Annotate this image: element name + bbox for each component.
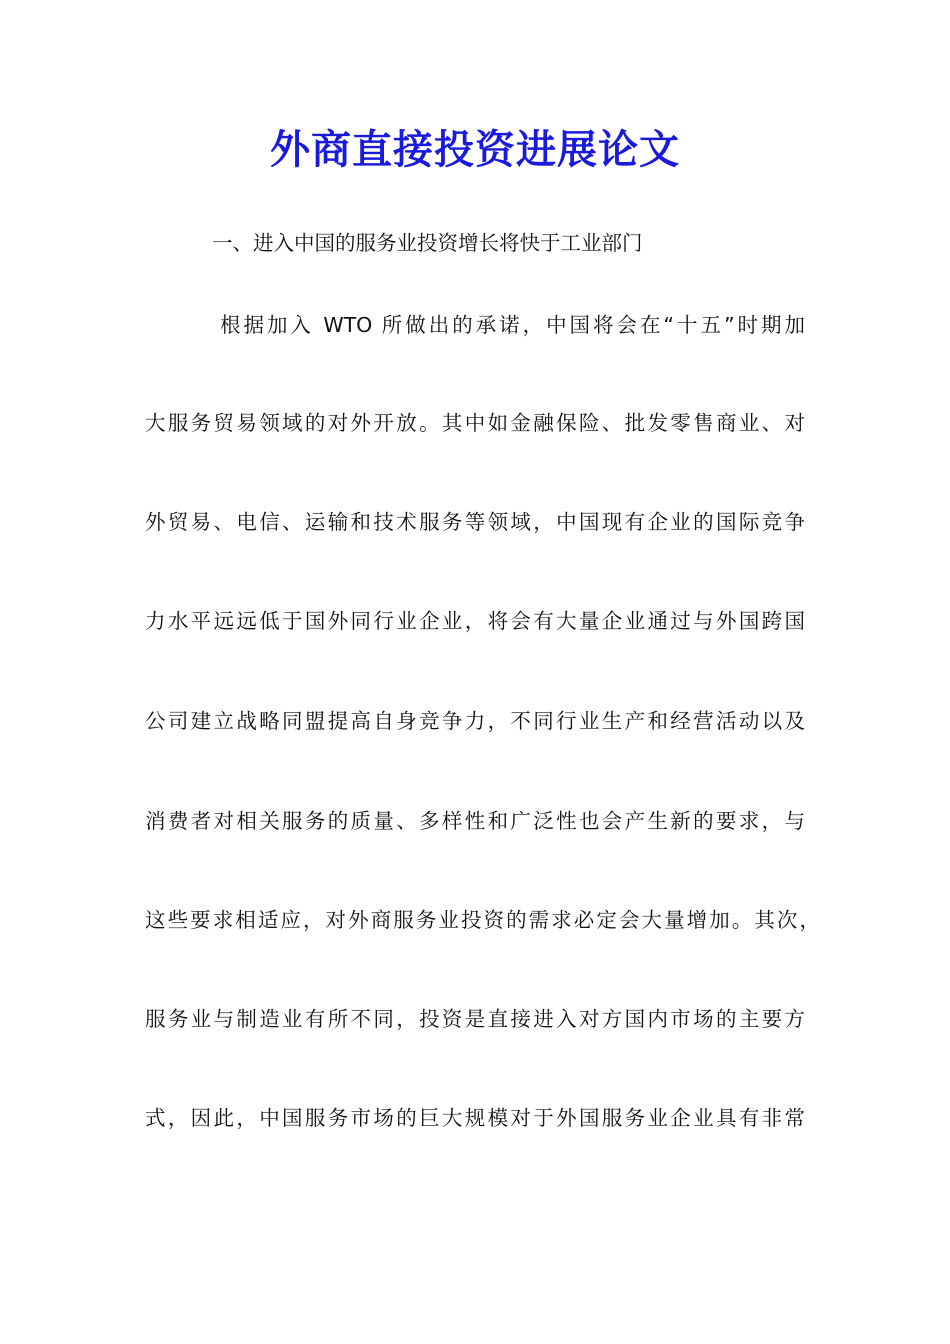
document-title: 外商直接投资进展论文 [270, 126, 680, 173]
body-line-7: 这些要求相适应，对外商服务业投资的需求必定会大量增加。其次， [145, 908, 820, 932]
body-line-5: 公司建立战略同盟提高自身竞争力，不同行业生产和经营活动以及 [145, 709, 805, 733]
body-line-1: 根据加入 WTO 所做出的承诺，中国将会在“十五”时期加 [220, 313, 805, 337]
body-line-9: 式，因此，中国服务市场的巨大规模对于外国服务业企业具有非常 [145, 1106, 805, 1130]
body-line-6: 消费者对相关服务的质量、多样性和广泛性也会产生新的要求，与 [145, 809, 805, 833]
body-line-2: 大服务贸易领域的对外开放。其中如金融保险、批发零售商业、对 [145, 411, 805, 435]
section-heading: 一、进入中国的服务业投资增长将快于工业部门 [212, 231, 643, 255]
body-line-8: 服务业与制造业有所不同，投资是直接进入对方国内市场的主要方 [145, 1007, 805, 1031]
body-line-4: 力水平远远低于国外同行业企业，将会有大量企业通过与外国跨国 [145, 609, 805, 633]
body-line-3: 外贸易、电信、运输和技术服务等领域，中国现有企业的国际竞争 [145, 510, 805, 534]
